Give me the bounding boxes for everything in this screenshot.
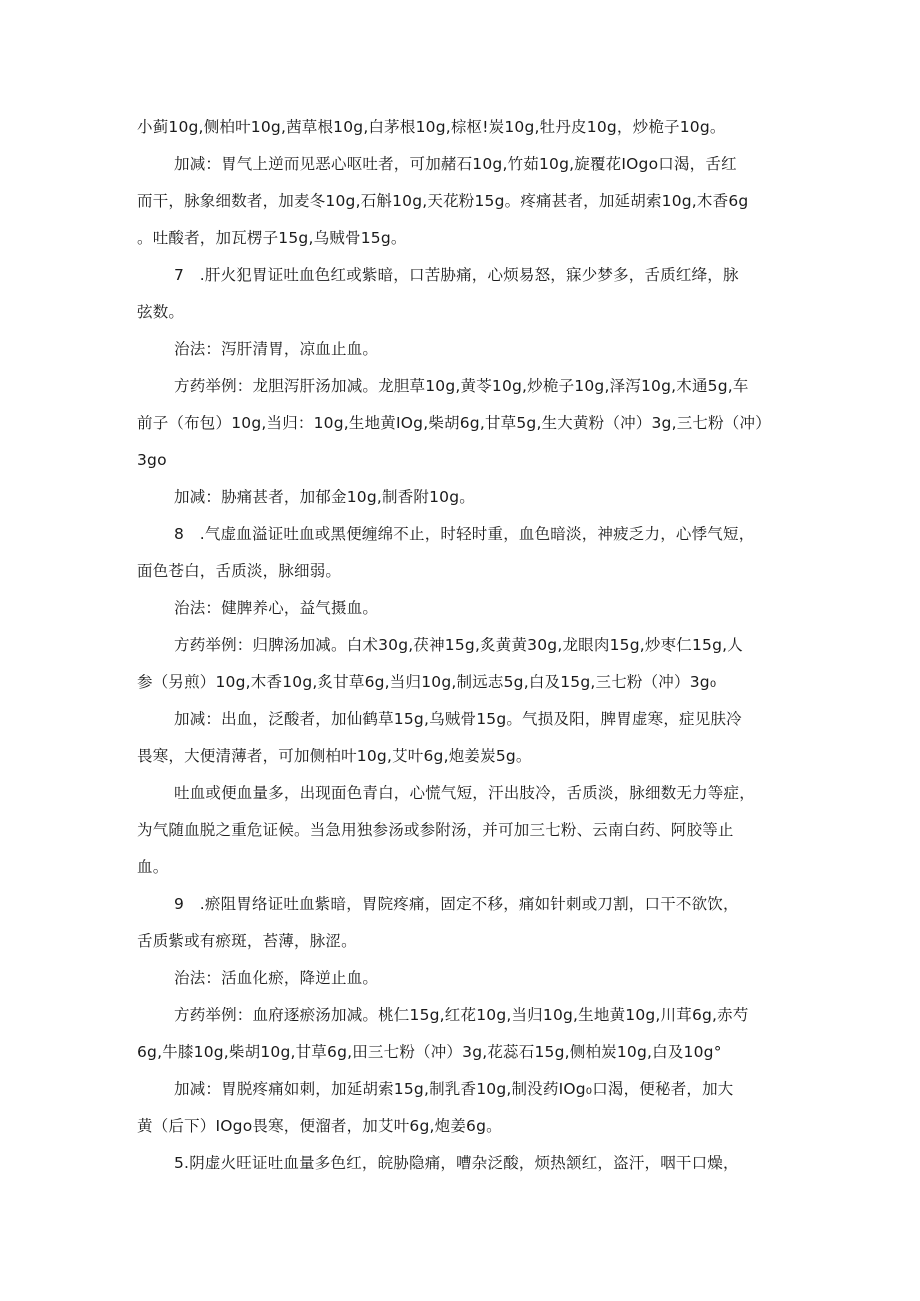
- text-line: 加减：出血，泛酸者，加仙鹤草15g,乌贼骨15g。气损及阳，脾胃虚寒，症见肤冷: [174, 710, 742, 728]
- text-line: 舌质紫或有瘀斑，苔薄，脉涩。: [137, 932, 357, 950]
- section-heading-5: 5.阴虚火旺证吐血量多色红，皖胁隐痛，嘈杂泛酸，烦热颔红，盗汗，咽干口燥，: [174, 1154, 739, 1172]
- section-heading-9: 9 .瘀阻胃络证吐血紫暗，胃院疼痛，固定不移，痛如针刺或刀割，口干不欲饮，: [174, 895, 739, 913]
- text-line: 小蓟10g,侧柏叶10g,茜草根10g,白茅根10g,棕枢!炭10g,牡丹皮10g，炒桅子10g。: [137, 118, 726, 136]
- text-line: 弦数。: [137, 303, 185, 321]
- text-line: 加减：胁痛甚者，加郁金10g,制香附10g。: [174, 488, 475, 506]
- text-line: 3go: [137, 451, 167, 469]
- treatment-line: 治法：泻肝清胃，凉血止血。: [174, 340, 379, 358]
- text-line: 6g,牛膝10g,柴胡10g,甘草6g,田三七粉（冲）3g,花蕊石15g,侧柏炭10g,白及10g°: [137, 1043, 722, 1061]
- text-line: 加减：胃气上逆而见恶心呕吐者，可加赭石10g,竹茹10g,旋覆花IOgo口渴，舌红: [174, 155, 737, 173]
- section-heading-7: 7 .肝火犯胃证吐血色红或紫暗，口苦胁痛，心烦易怒，寐少梦多，舌质红绛，脉: [174, 266, 739, 284]
- text-line: 畏寒，大便清薄者，可加侧柏叶10g,艾叶6g,炮姜炭5g。: [137, 747, 532, 765]
- text-line: 血。: [137, 858, 169, 876]
- text-line: 面色苍白，舌质淡，脉细弱。: [137, 562, 342, 580]
- text-line: 吐血或便血量多，出现面色青白，心慌气短，汗出肢冷，舌质淡，脉细数无力等症，: [174, 784, 755, 802]
- text-line: 方药举例：龙胆泻肝汤加减。龙胆草10g,黄苓10g,炒桅子10g,泽泻10g,木通5g,车: [174, 377, 749, 395]
- text-line: 为气随血脱之重危证候。当急用独参汤或参附汤，并可加三七粉、云南白药、阿胶等止: [137, 821, 734, 839]
- text-line: 加减：胃脱疼痛如刺，加延胡索15g,制乳香10g,制没药IOg₀口渴，便秘者，加大: [174, 1080, 734, 1098]
- text-line: 参（另煎）10g,木香10g,炙甘草6g,当归10g,制远志5g,白及15g,三七粉（冲）3g₀: [137, 673, 717, 691]
- text-line: 方药举例：归脾汤加减。白术30g,茯神15g,炙黄黄30g,龙眼肉15g,炒枣仁15g,人: [174, 636, 743, 654]
- treatment-line: 治法：健脾养心，益气摄血。: [174, 599, 379, 617]
- text-line: 方药举例：血府逐瘀汤加减。桃仁15g,红花10g,当归10g,生地黄10g,川茸6g,赤芍: [174, 1006, 749, 1024]
- treatment-line: 治法：活血化瘀，降逆止血。: [174, 969, 379, 987]
- text-line: 前子（布包）10g,当归：10g,生地黄IOg,柴胡6g,甘草5g,生大黄粉（冲）3g,三七粉（冲）: [137, 414, 771, 432]
- text-line: 。吐酸者，加瓦楞子15g,乌贼骨15g。: [137, 229, 407, 247]
- text-line: 黄（后下）IOgo畏寒，便溜者，加艾叶6g,炮姜6g。: [137, 1117, 502, 1135]
- section-heading-8: 8 .气虚血溢证吐血或黑便缠绵不止，时轻时重，血色暗淡，神疲乏力，心悸气短，: [174, 525, 755, 543]
- text-line: 而干，脉象细数者，加麦冬10g,石斛10g,天花粉15g。疼痛甚者，加延胡索10g,木香6g: [137, 192, 749, 210]
